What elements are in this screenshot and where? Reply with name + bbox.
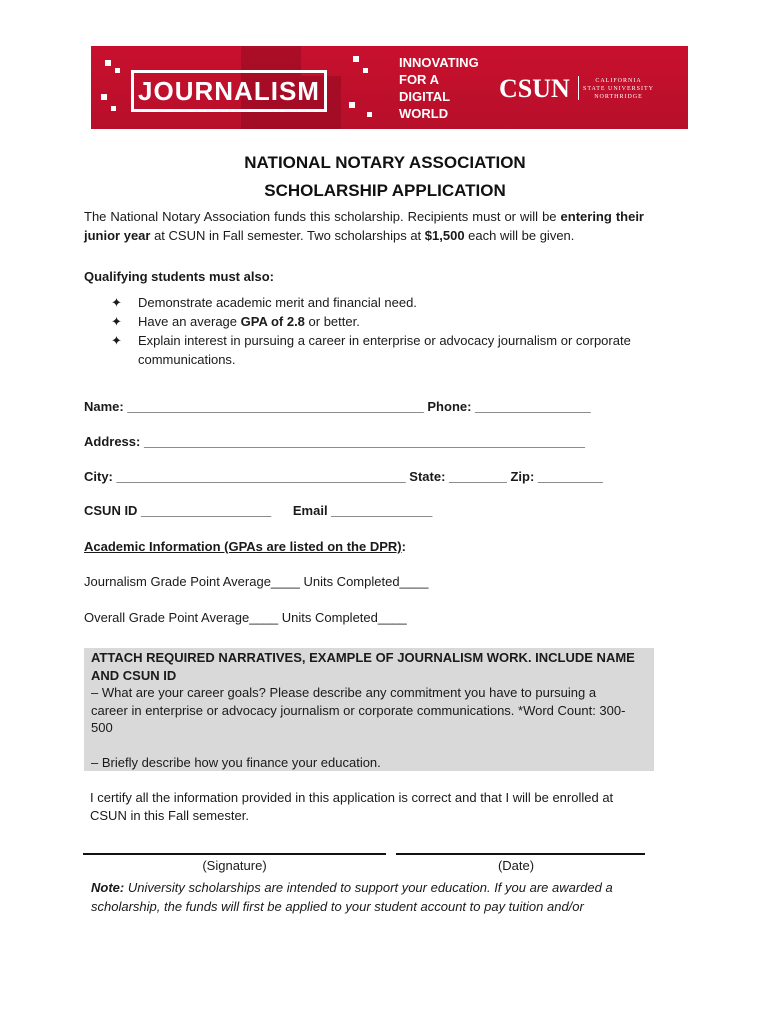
list-item <box>111 331 631 369</box>
page-subtitle: SCHOLARSHIP APPLICATION <box>264 181 506 200</box>
intro-emphasis: entering their junior year <box>84 209 644 243</box>
name-phone-field[interactable]: Name: _________________________________________ Phone: ________________ <box>84 399 591 414</box>
banner-tagline <box>399 54 479 122</box>
header-banner <box>91 46 688 129</box>
banner-square <box>353 56 359 62</box>
academic-heading-text: Academic Information (GPAs are listed on the DPR) <box>84 539 402 554</box>
page-title: NATIONAL NOTARY ASSOCIATION <box>244 153 526 172</box>
intro-text: The National Notary Association funds this scholarship. Recipients must or will be <box>84 209 561 224</box>
qualifying-heading: Qualifying students must also: <box>84 269 274 284</box>
bullet-text: or better. <box>304 314 360 329</box>
tagline-line: INNOVATING <box>399 55 479 70</box>
academic-heading <box>84 539 406 554</box>
overall-gpa-field[interactable]: Overall Grade Point Average____ Units Completed____ <box>84 610 407 625</box>
tagline-line: WORLD <box>399 106 449 121</box>
star-bullet-icon: ✦ <box>111 295 122 310</box>
star-bullet-icon: ✦ <box>111 314 122 329</box>
attachment-heading: ATTACH REQUIRED NARRATIVES, EXAMPLE OF JOURNALISM WORK. INCLUDE NAME AND CSUN ID <box>91 650 635 683</box>
tagline-line: DIGITAL <box>399 89 451 104</box>
csun-id-email-field[interactable]: CSUN ID __________________ Email ______________ <box>84 503 433 518</box>
city-state-zip-field[interactable]: City: ________________________________________ State: ________ Zip: _________ <box>84 469 603 484</box>
qualifying-list <box>111 293 631 369</box>
finance-prompt: – Briefly describe how you finance your education. <box>91 754 381 770</box>
banner-square <box>115 68 120 73</box>
bullet-text: Demonstrate academic merit and financial need. <box>138 295 417 310</box>
intro-text: each will be given. <box>464 228 575 243</box>
star-bullet-icon: ✦ <box>111 333 122 348</box>
bullet-text: Explain interest in pursuing a career in enterprise or advocacy journalism or corporate communications. <box>138 333 631 367</box>
intro-paragraph <box>84 207 644 245</box>
banner-square <box>349 102 355 108</box>
scholarship-amount: $1,500 <box>424 228 465 243</box>
banner-square <box>367 112 372 117</box>
university-line: CALIFORNIA <box>595 78 642 84</box>
date-line[interactable] <box>396 853 645 855</box>
list-item <box>111 293 631 312</box>
signature-label: (Signature) <box>202 858 267 873</box>
csun-logo: CSUN <box>499 74 570 103</box>
bullet-text: Have an average <box>138 314 241 329</box>
banner-square <box>111 106 116 111</box>
banner-square <box>363 68 368 73</box>
bullet-emphasis: GPA of 2.8 <box>240 314 305 329</box>
banner-square <box>101 94 107 100</box>
attachment-instructions <box>84 648 654 771</box>
certification-statement: I certify all the information provided in this application is correct and that I will be enrolled at CSUN in this Fall semester. <box>90 790 614 823</box>
date-label: (Date) <box>497 858 535 873</box>
banner-square <box>105 60 111 66</box>
address-field[interactable]: Address: _____________________________________________________________ <box>84 434 585 449</box>
tagline-line: FOR A <box>399 72 439 87</box>
intro-text: at CSUN in Fall semester. Two scholarships at <box>150 228 425 243</box>
signature-line[interactable] <box>83 853 386 855</box>
note-text: University scholarships are intended to support your education. If you are awarded a scholarship, the funds will first be applied to your student account to pay tuition and/or <box>91 880 613 914</box>
logo-divider <box>578 76 579 100</box>
note-label: Note: <box>91 880 125 895</box>
journalism-gpa-field[interactable]: Journalism Grade Point Average____ Units Completed____ <box>84 574 429 589</box>
journalism-logo: JOURNALISM <box>131 70 327 112</box>
university-line: NORTHRIDGE <box>594 94 643 100</box>
note-paragraph <box>91 878 651 916</box>
academic-heading-colon: : <box>401 539 406 554</box>
career-goals-prompt: – What are your career goals? Please describe any commitment you have to pursuing a career in enterprise or advocacy journalism or corporate communications. *Word Count: 300-500 <box>91 685 626 735</box>
list-item <box>111 312 631 331</box>
university-line: STATE UNIVERSITY <box>583 86 655 92</box>
university-name <box>583 77 654 101</box>
